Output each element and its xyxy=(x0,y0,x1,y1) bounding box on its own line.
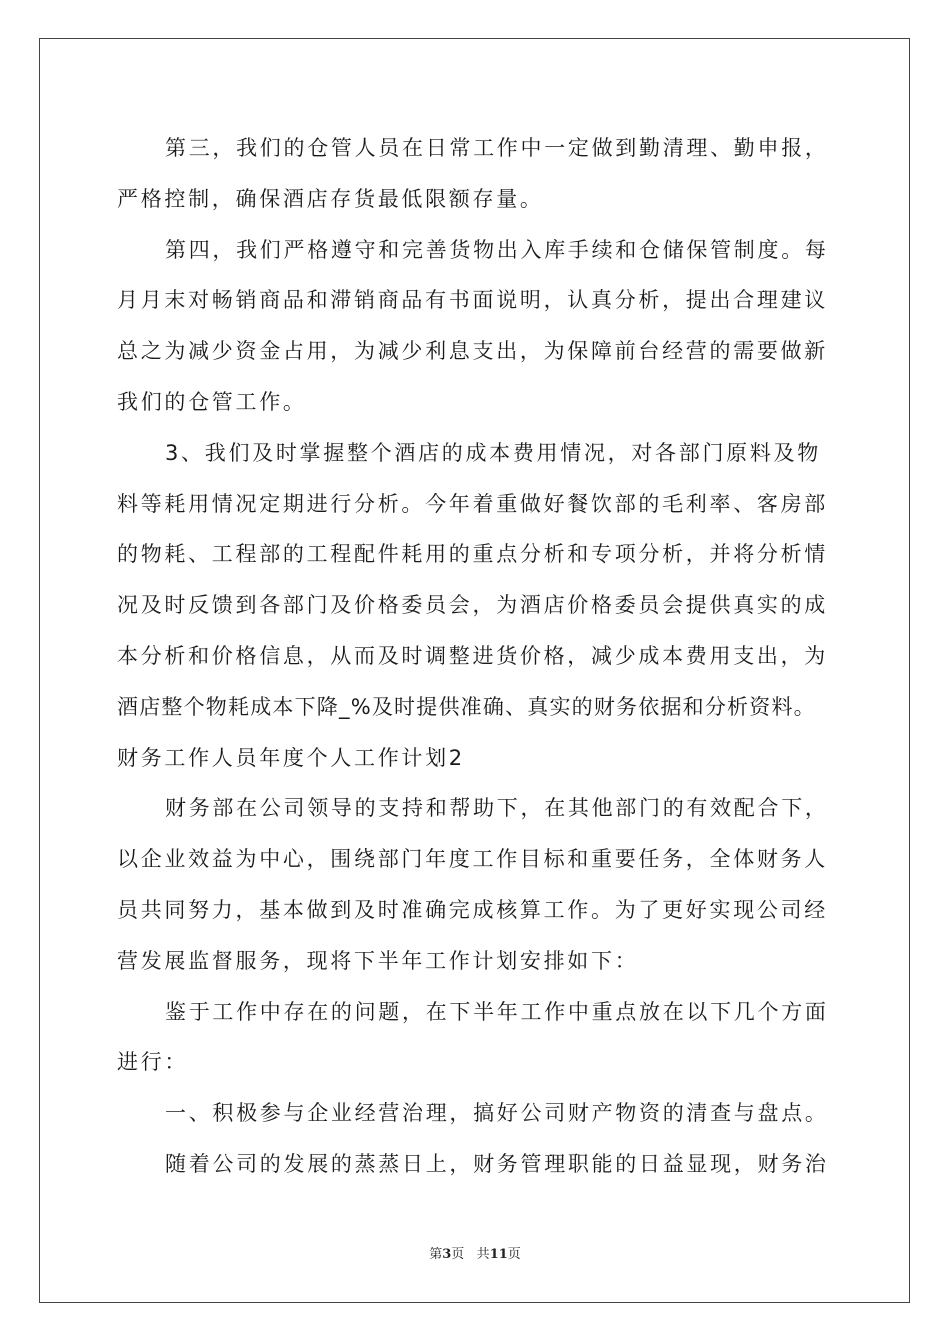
paragraph-line: 一、积极参与企业经营治理，搞好公司财产物资的清查与盘点。 xyxy=(165,1101,829,1126)
paragraph-line: 员共同努力，基本做到及时准确完成核算工作。为了更好实现公司经 xyxy=(117,897,828,922)
total-suffix: 页 xyxy=(507,1247,521,1262)
paragraph-line: 严格控制，确保酒店存货最低限额存量。 xyxy=(117,186,544,211)
paragraph-line: 第三，我们的仓管人员在日常工作中一定做到勤清理、勤申报， xyxy=(165,136,829,160)
paragraph-line: 营发展监督服务，现将下半年工作计划安排如下： xyxy=(117,948,639,973)
paragraph-line: 本分析和价格信息，从而及时调整进货价格，减少成本费用支出，为 xyxy=(117,643,828,668)
page-prefix: 第 xyxy=(429,1247,443,1262)
paragraph-line: 以企业效益为中心，围绕部门年度工作目标和重要任务，全体财务人 xyxy=(117,847,828,872)
paragraph-line: 的物耗、工程部的工程配件耗用的重点分析和专项分析，并将分析情 xyxy=(117,542,828,567)
total-pages: 11 xyxy=(489,1247,508,1262)
document-body xyxy=(117,123,847,1190)
paragraph-line: 财务部在公司领导的支持和帮助下，在其他部门的有效配合下， xyxy=(165,796,829,821)
paragraph-line: 第四，我们严格遵守和完善货物出入库手续和仓储保管制度。每 xyxy=(165,237,829,262)
paragraph-line: 随着公司的发展的蒸蒸日上，财务管理职能的日益显现，财务治 xyxy=(165,1151,829,1176)
total-prefix: 共 xyxy=(476,1247,490,1262)
section-heading: 财务工作人员年度个人工作计划2 xyxy=(117,745,465,770)
paragraph-line: 况及时反馈到各部门及价格委员会，为酒店价格委员会提供真实的成 xyxy=(117,593,828,618)
paragraph-line: 我们的仓管工作。 xyxy=(117,389,307,414)
paragraph-line: 月月末对畅销商品和滞销商品有书面说明，认真分析，提出合理建议 xyxy=(117,288,828,313)
page-number: 3 xyxy=(442,1247,452,1262)
paragraph-line: 3、我们及时掌握整个酒店的成本费用情况，对各部门原料及物 xyxy=(165,440,821,465)
paragraph-line: 总之为减少资金占用，为减少利息支出，为保障前台经营的需要做新 xyxy=(117,339,828,364)
paragraph-line: 进行： xyxy=(117,1050,189,1075)
paragraph-line: 鉴于工作中存在的问题，在下半年工作中重点放在以下几个方面 xyxy=(165,999,829,1024)
paragraph-line: 酒店整个物耗成本下降_%及时提供准确、真实的财务依据和分析资料。 xyxy=(117,694,816,719)
page-footer xyxy=(0,1243,950,1262)
page-suffix: 页 xyxy=(451,1247,465,1262)
paragraph-line: 料等耗用情况定期进行分析。今年着重做好餐饮部的毛利率、客房部 xyxy=(117,491,828,516)
